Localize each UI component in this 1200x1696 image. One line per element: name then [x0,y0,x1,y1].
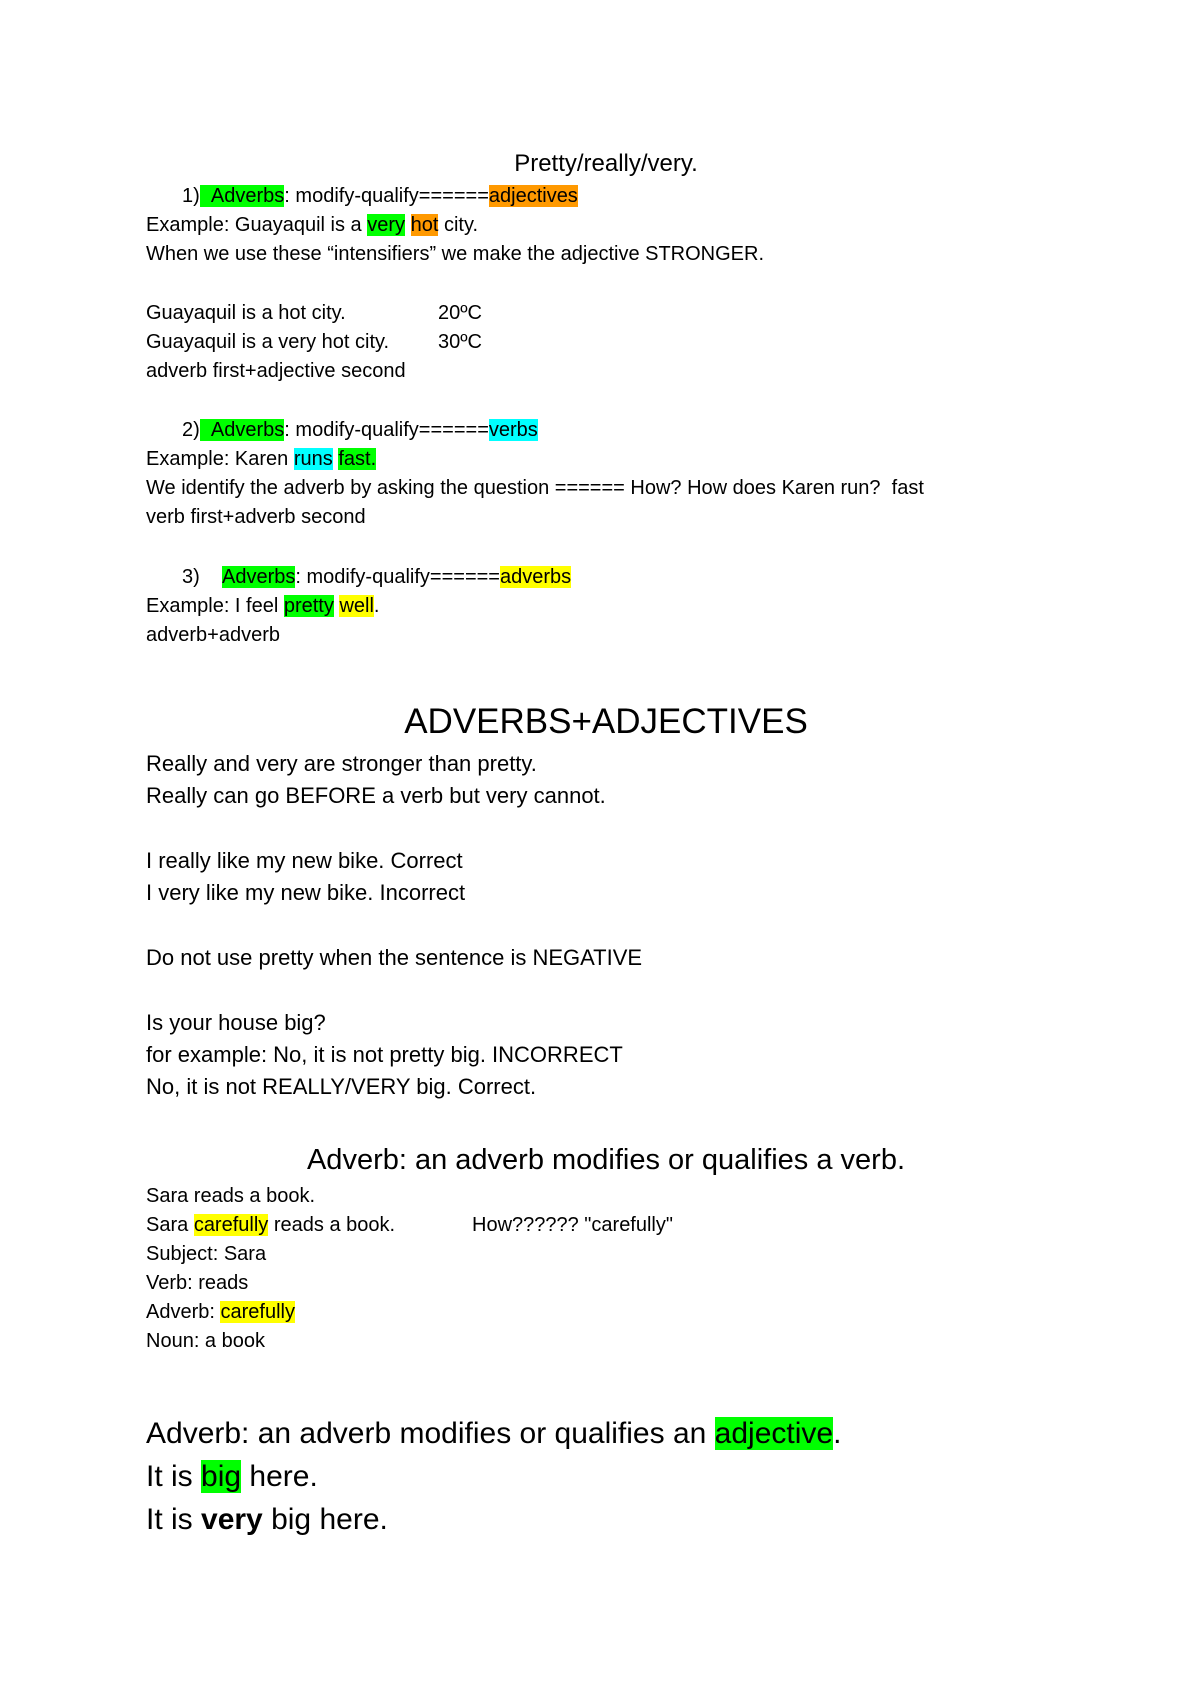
adverbs-highlight: Adverbs [222,566,296,588]
page-title: Pretty/really/very. [514,150,698,177]
list-number: 2) [182,419,200,441]
verbs-highlight: verbs [488,419,538,441]
big-highlight: big [201,1460,242,1493]
temp-20: 20ºC [438,302,482,324]
example-3: Example: I feel pretty well. [146,595,380,617]
fast-highlight: fast. [338,448,377,470]
list-item-1 [182,182,578,211]
list-number: 3) [182,566,200,588]
adjective-highlight: adjective [714,1417,834,1450]
very-hot-city-line: Guayaquil is a very hot city. 30ºC [146,328,389,357]
very-highlight: very [367,214,406,236]
order-rule-1: adverb first+adjective second [146,360,406,382]
list-number: 1) [182,185,200,207]
list-item-2 [182,416,538,445]
adverbs-highlight: Adverbs [200,419,285,441]
well-highlight: well [339,595,374,617]
how-question: How?????? "carefully" [472,1214,673,1236]
hot-city-line: Guayaquil is a hot city. 20ºC [146,299,346,328]
example-incorrect: I very like my new bike. Incorrect [146,880,466,905]
list-text: : modify-qualify====== [284,185,489,207]
negative-incorrect: for example: No, it is not pretty big. INCORRECT [146,1042,623,1067]
rule-negative: Do not use pretty when the sentence is NEGATIVE [146,945,643,970]
big-example: It is big here. [146,1460,318,1493]
order-rule-3: adverb+adverb [146,624,280,646]
example-2: Example: Karen runs fast. [146,448,377,470]
list-text: : modify-qualify====== [295,566,500,588]
verb-line: Verb: reads [146,1272,249,1294]
carefully-highlight: carefully [220,1301,295,1323]
temp-30: 30ºC [438,331,482,353]
runs-highlight: runs [293,448,333,470]
section-heading-adjective: Adverb: an adverb modifies or qualifies an adjective. [146,1417,842,1450]
sara-line-2: Sara carefully reads a book. How?????? "carefully" [146,1211,395,1240]
list-item-3 [182,563,571,592]
pretty-highlight: pretty [283,595,334,617]
hot-highlight: hot [410,214,439,236]
identify-text: We identify the adverb by asking the question ====== How? How does Karen run? fast [146,477,924,499]
intensifiers-text: When we use these “intensifiers” we make the adjective STRONGER. [146,243,765,265]
rule-before-verb: Really can go BEFORE a verb but very cannot. [146,783,606,808]
very-big-example: It is very big here. [146,1503,388,1536]
noun-line: Noun: a book [146,1330,265,1352]
negative-correct: No, it is not REALLY/VERY big. Correct. [146,1074,537,1099]
list-text: : modify-qualify====== [284,419,489,441]
sara-line-1: Sara reads a book. [146,1185,315,1207]
order-rule-2: verb first+adverb second [146,506,366,528]
subject-line: Subject: Sara [146,1243,267,1265]
section-heading-verb: Adverb: an adverb modifies or qualifies a verb. [306,1144,906,1176]
example-1: Example: Guayaquil is a very hot city. [146,214,479,236]
example-correct: I really like my new bike. Correct [146,848,463,873]
very-bold: very [201,1503,263,1536]
section-heading-adverbs-adjectives: ADVERBS+ADJECTIVES [404,702,808,741]
question-line: Is your house big? [146,1010,326,1035]
carefully-highlight: carefully [193,1214,269,1236]
adjectives-highlight: adjectives [488,185,578,207]
adverbs-target-highlight: adverbs [499,566,572,588]
adverbs-highlight: Adverbs [200,185,285,207]
adverb-line: Adverb: carefully [146,1301,295,1323]
rule-stronger: Really and very are stronger than pretty. [146,751,537,776]
